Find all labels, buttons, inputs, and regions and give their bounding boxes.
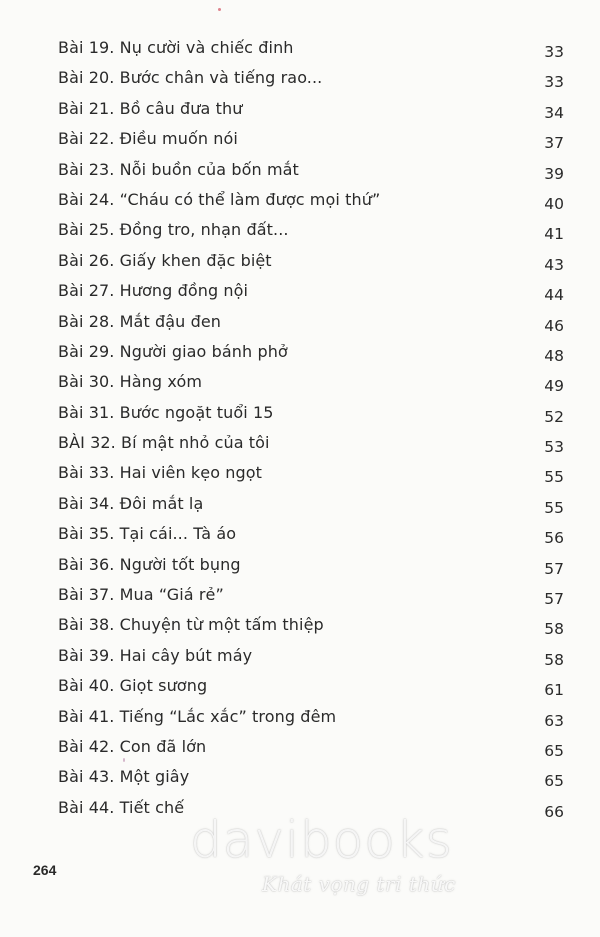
toc-entry-title: Bài 27. Hương đồng nội xyxy=(58,281,249,301)
toc-entry-title: Bài 22. Điều muốn nói xyxy=(58,129,238,149)
toc-entry-page: 40 xyxy=(544,194,564,213)
toc-entry-title: Bài 40. Giọt sương xyxy=(58,676,208,696)
toc-entry-page: 58 xyxy=(544,650,564,669)
toc-entry-title: Bài 23. Nỗi buồn của bốn mắt xyxy=(58,159,299,179)
toc-entry xyxy=(58,64,564,94)
watermark-brand: davibooks xyxy=(190,811,453,869)
toc-entry-title: Bài 41. Tiếng “Lắc xắc” trong đêm xyxy=(58,706,337,726)
toc-entry-title: Bài 19. Nụ cười và chiếc đinh xyxy=(58,38,294,57)
toc-entry xyxy=(58,581,564,611)
toc-entry-page: 55 xyxy=(544,498,564,517)
toc-entry-page: 56 xyxy=(544,529,564,548)
toc-entry xyxy=(58,156,564,186)
toc-entry xyxy=(58,125,564,155)
toc-entry xyxy=(58,703,564,733)
toc-entry-title: Bài 38. Chuyện từ một tấm thiệp xyxy=(58,615,324,635)
toc-entry xyxy=(58,459,564,489)
toc-entry xyxy=(58,308,564,338)
toc-entry-page: 53 xyxy=(544,438,564,457)
toc-entry-page: 58 xyxy=(544,620,564,639)
toc-entry xyxy=(58,186,564,216)
toc-entry-title: Bài 29. Người giao bánh phở xyxy=(58,341,288,361)
toc-entry xyxy=(58,216,564,246)
toc-entry-page: 34 xyxy=(544,103,564,122)
toc-entry xyxy=(58,642,564,672)
toc-entry-page: 57 xyxy=(544,559,564,578)
toc-entry-page: 49 xyxy=(544,377,564,396)
toc-entry-page: 37 xyxy=(544,134,564,153)
toc-entry-title: Bài 43. Một giây xyxy=(58,767,190,787)
toc-entry xyxy=(58,733,564,763)
toc-entry-page: 61 xyxy=(544,681,564,700)
toc-entry xyxy=(58,368,564,398)
toc-entry-page: 48 xyxy=(544,346,564,365)
toc-entry-title: Bài 44. Tiết chế xyxy=(58,797,185,817)
toc-entry-title: Bài 42. Con đã lớn xyxy=(58,736,207,756)
toc-entry xyxy=(58,95,564,125)
toc-entry-title: Bài 21. Bồ câu đưa thư xyxy=(58,98,243,118)
toc-entry-page: 43 xyxy=(544,255,564,274)
toc-entry-page: 46 xyxy=(544,316,564,335)
ink-speck xyxy=(218,8,221,11)
toc-entry xyxy=(58,672,564,702)
toc-entry-title: Bài 25. Đồng tro, nhạn đất... xyxy=(58,220,289,240)
toc-entry-title: BÀI 32. Bí mật nhỏ của tôi xyxy=(58,433,270,453)
toc-entry-page: 33 xyxy=(544,73,564,92)
toc-entry-title: Bài 34. Đôi mắt lạ xyxy=(58,493,204,513)
toc-entry xyxy=(58,399,564,429)
watermark-tagline: Khát vọng tri thức xyxy=(262,872,456,896)
toc-entry-page: 63 xyxy=(544,711,564,730)
toc-entry-page: 65 xyxy=(544,772,564,791)
toc-entry xyxy=(58,247,564,277)
toc-entry-page: 39 xyxy=(544,164,564,183)
toc-entry-page: 57 xyxy=(544,590,564,609)
toc-entry xyxy=(58,520,564,550)
toc-entry-page: 55 xyxy=(544,468,564,487)
ink-speck xyxy=(123,758,125,762)
toc-entry xyxy=(58,429,564,459)
toc-entry-title: Bài 31. Bước ngoặt tuổi 15 xyxy=(58,402,274,422)
table-of-contents xyxy=(58,34,564,824)
toc-entry-page: 65 xyxy=(544,741,564,760)
toc-entry-page: 33 xyxy=(544,43,564,61)
toc-entry xyxy=(58,338,564,368)
toc-entry-title: Bài 37. Mua “Giá rẻ” xyxy=(58,585,224,605)
toc-entry xyxy=(58,611,564,641)
toc-entry xyxy=(58,277,564,307)
toc-entry xyxy=(58,551,564,581)
toc-entry-title: Bài 35. Tại cái... Tà áo xyxy=(58,524,237,544)
toc-entry-title: Bài 24. “Cháu có thể làm được mọi thứ” xyxy=(58,189,381,209)
toc-entry-title: Bài 39. Hai cây bút máy xyxy=(58,645,253,665)
toc-entry-page: 44 xyxy=(544,286,564,305)
page-number: 264 xyxy=(33,862,57,878)
toc-entry-page: 41 xyxy=(544,225,564,244)
toc-entry-title: Bài 20. Bước chân và tiếng rao... xyxy=(58,68,323,88)
toc-entry xyxy=(58,794,564,824)
toc-entry xyxy=(58,34,564,64)
toc-entry-page: 52 xyxy=(544,407,564,426)
toc-entry xyxy=(58,490,564,520)
toc-entry-title: Bài 30. Hàng xóm xyxy=(58,372,203,392)
toc-entry-title: Bài 28. Mắt đậu đen xyxy=(58,311,222,331)
toc-entry-title: Bài 33. Hai viên kẹo ngọt xyxy=(58,463,263,483)
toc-entry-title: Bài 26. Giấy khen đặc biệt xyxy=(58,250,272,270)
toc-entry-title: Bài 36. Người tốt bụng xyxy=(58,554,241,574)
toc-entry-page: 66 xyxy=(544,802,564,821)
toc-entry xyxy=(58,763,564,793)
